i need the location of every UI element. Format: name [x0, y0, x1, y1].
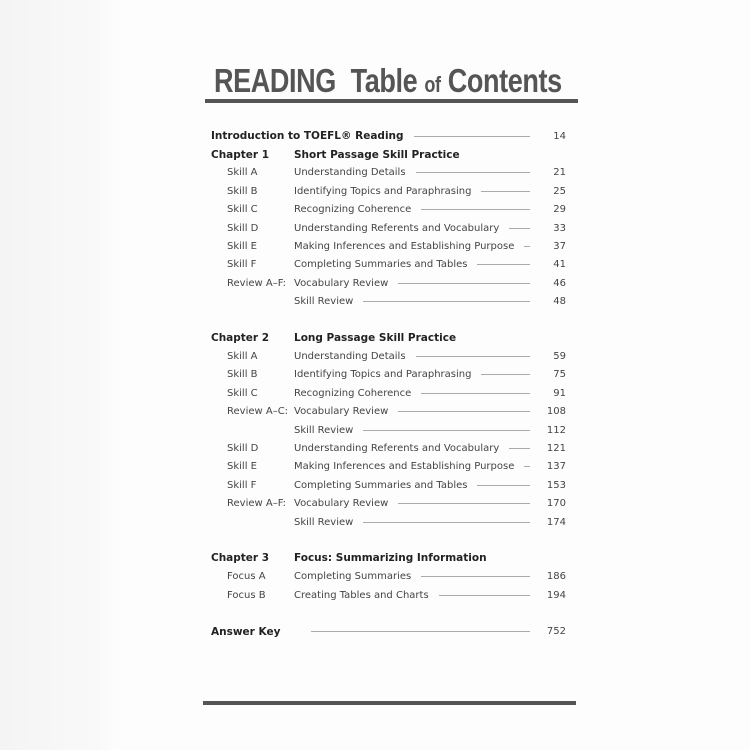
toc-entry-row [211, 384, 566, 402]
toc-entry-row [211, 421, 566, 439]
toc-entry-row [211, 439, 566, 457]
toc-entry-row [211, 182, 566, 200]
page-number: 37 [553, 241, 566, 253]
entry-title: Understanding Details [294, 167, 406, 179]
leader-line [421, 209, 530, 210]
page-number: 75 [553, 369, 566, 381]
title-underline [205, 99, 578, 103]
leader-line [509, 228, 530, 229]
chapter-label: Chapter 3 [211, 552, 270, 565]
page-title [214, 62, 562, 102]
leader-line [363, 301, 530, 302]
page-number: 137 [546, 461, 566, 473]
page-number: 170 [546, 498, 566, 510]
leader-line [398, 411, 530, 412]
toc-entry-row [211, 237, 566, 255]
leader-line [311, 631, 530, 632]
entry-title: Skill Review [294, 424, 354, 436]
toc-entry-row [211, 586, 566, 604]
entry-label: Review A–F: [227, 498, 287, 510]
page-number: 25 [553, 185, 566, 197]
entry-title: Creating Tables and Charts [294, 589, 429, 601]
entry-label: Skill B [227, 369, 258, 381]
page-number: 186 [546, 571, 566, 583]
entry-label: Skill A [227, 167, 258, 179]
page-number: 108 [546, 406, 566, 418]
leader-line [481, 191, 530, 192]
entry-title: Recognizing Coherence [294, 204, 412, 216]
toc-entry-row [211, 366, 566, 384]
leader-line [524, 246, 530, 247]
title-of: of [424, 72, 441, 97]
title-contents: Contents [447, 62, 562, 99]
toc-entry-row [211, 293, 566, 311]
chapter-label: Chapter 2 [211, 332, 270, 345]
leader-line [414, 136, 530, 137]
entry-title: Completing Summaries [294, 571, 412, 583]
leader-line [477, 264, 530, 265]
toc-entry-row [211, 219, 566, 237]
page-number: 59 [553, 350, 566, 362]
section-gap [211, 311, 566, 329]
toc-entry-row [211, 476, 566, 494]
chapter-heading-row [211, 549, 566, 567]
leader-line [398, 283, 530, 284]
entry-title: Making Inferences and Establishing Purpose [294, 241, 515, 253]
entry-label: Skill B [227, 185, 258, 197]
page-number: 48 [553, 296, 566, 308]
entry-label: Focus A [227, 571, 266, 583]
toc-entry-row [211, 164, 566, 182]
entry-title: Understanding Details [294, 350, 406, 362]
toc-intro-row [211, 127, 566, 145]
entry-title: Completing Summaries and Tables [294, 479, 468, 491]
leader-line [481, 374, 530, 375]
entry-title: Recognizing Coherence [294, 387, 412, 399]
toc-entry-row [211, 568, 566, 586]
page-number: 14 [553, 130, 566, 142]
toc-entry-row [211, 201, 566, 219]
entry-title: Vocabulary Review [294, 277, 389, 289]
title-reading: READING [214, 62, 336, 99]
title-table: Table [350, 62, 418, 99]
leader-line [363, 430, 530, 431]
entry-title: Skill Review [294, 296, 354, 308]
entry-label: Skill F [227, 259, 257, 271]
entry-label: Skill D [227, 442, 259, 454]
page-number: 174 [546, 516, 566, 528]
entry-title: Vocabulary Review [294, 406, 389, 418]
leader-line [439, 595, 530, 596]
leader-line [416, 172, 530, 173]
leader-line [421, 393, 530, 394]
answer-key-label: Answer Key [211, 625, 281, 638]
chapter-title: Focus: Summarizing Information [294, 552, 487, 565]
chapter-label: Chapter 1 [211, 148, 270, 161]
toc-answer-key-row [211, 622, 566, 640]
page-number: 112 [546, 424, 566, 436]
leader-line [363, 522, 530, 523]
page-number: 41 [553, 259, 566, 271]
page-number: 752 [546, 626, 566, 638]
entry-label: Review A–F: [227, 277, 287, 289]
leader-line [398, 503, 530, 504]
entry-title: Completing Summaries and Tables [294, 259, 468, 271]
page-number: 91 [553, 387, 566, 399]
entry-label: Skill C [227, 387, 258, 399]
page-number: 21 [553, 167, 566, 179]
chapter-title: Short Passage Skill Practice [294, 148, 460, 161]
entry-title: Understanding Referents and Vocabulary [294, 222, 500, 234]
page-edge-shadow [0, 0, 122, 750]
toc-entry-row [211, 458, 566, 476]
toc-entry-row [211, 274, 566, 292]
entry-title: Understanding Referents and Vocabulary [294, 442, 500, 454]
entry-label: Skill D [227, 222, 259, 234]
bottom-rule [203, 701, 576, 705]
entry-title: Skill Review [294, 516, 354, 528]
page-number: 46 [553, 277, 566, 289]
entry-title: Identifying Topics and Paraphrasing [294, 185, 472, 197]
entry-label: Skill F [227, 479, 257, 491]
leader-line [421, 576, 530, 577]
toc-entry-row [211, 256, 566, 274]
page-number: 29 [553, 204, 566, 216]
toc-intro-label: Introduction to TOEFL® Reading [211, 130, 404, 143]
leader-line [509, 448, 530, 449]
leader-line [524, 466, 530, 467]
leader-line [477, 485, 530, 486]
page-number: 121 [546, 442, 566, 454]
toc-entry-row [211, 402, 566, 420]
entry-label: Review A–C: [227, 406, 289, 418]
entry-title: Vocabulary Review [294, 498, 389, 510]
entry-label: Skill E [227, 241, 257, 253]
entry-title: Identifying Topics and Paraphrasing [294, 369, 472, 381]
chapter-title: Long Passage Skill Practice [294, 332, 457, 345]
page-number: 33 [553, 222, 566, 234]
entry-label: Focus B [227, 589, 266, 601]
table-of-contents [211, 127, 566, 641]
entry-label: Skill C [227, 204, 258, 216]
toc-entry-row [211, 494, 566, 512]
chapter-heading-row [211, 329, 566, 347]
entry-label: Skill E [227, 461, 257, 473]
leader-line [416, 356, 530, 357]
entry-label: Skill A [227, 350, 258, 362]
chapter-heading-row [211, 145, 566, 163]
section-gap [211, 531, 566, 549]
entry-title: Making Inferences and Establishing Purpose [294, 461, 515, 473]
page-number: 153 [546, 479, 566, 491]
toc-entry-row [211, 347, 566, 365]
page-number: 194 [546, 589, 566, 601]
toc-entry-row [211, 513, 566, 531]
